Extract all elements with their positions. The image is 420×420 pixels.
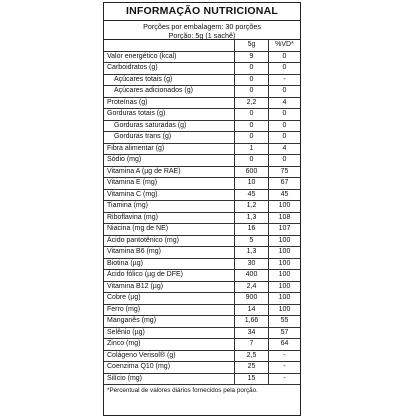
- nutrient-label: Selênio (µg): [104, 327, 235, 339]
- nutrient-label: Vitamina A (µg de RAE): [104, 166, 235, 178]
- nutrient-value: 7: [235, 339, 269, 351]
- nutrient-daily-value: 0: [269, 155, 301, 167]
- table-row: [104, 339, 300, 351]
- nutrient-daily-value: 100: [269, 270, 301, 282]
- header-vd: %VD*: [269, 40, 301, 51]
- nutrient-daily-value: 4: [269, 143, 301, 155]
- nutrition-facts-panel: [103, 2, 301, 416]
- nutrient-label: Sódio (mg): [104, 155, 235, 167]
- nutrient-label: Gorduras trans (g): [104, 132, 235, 144]
- nutrient-value: 1,66: [235, 316, 269, 328]
- nutrient-label: Açúcares totais (g): [104, 74, 235, 86]
- nutrient-value: 9: [235, 51, 269, 63]
- table-row: [104, 120, 300, 132]
- table-row: [104, 178, 300, 190]
- nutrient-value: 2,5: [235, 350, 269, 362]
- nutrient-label: Zinco (mg): [104, 339, 235, 351]
- nutrient-value: 1,2: [235, 201, 269, 213]
- nutrient-label: Ácido fólico (µg de DFE): [104, 270, 235, 282]
- nutrient-label: Biotina (µg): [104, 258, 235, 270]
- nutrient-daily-value: 0: [269, 109, 301, 121]
- nutrition-table: [104, 40, 300, 385]
- nutrient-value: 1: [235, 143, 269, 155]
- nutrient-daily-value: 0: [269, 51, 301, 63]
- nutrient-daily-value: 100: [269, 201, 301, 213]
- nutrient-daily-value: -: [269, 373, 301, 385]
- nutrient-value: 0: [235, 63, 269, 75]
- nutrient-value: 0: [235, 120, 269, 132]
- nutrient-value: 2,4: [235, 281, 269, 293]
- table-row: [104, 327, 300, 339]
- nutrient-daily-value: 108: [269, 212, 301, 224]
- nutrient-value: 2,2: [235, 97, 269, 109]
- nutrient-daily-value: -: [269, 74, 301, 86]
- table-body: [104, 51, 300, 385]
- table-row: [104, 258, 300, 270]
- table-row: [104, 224, 300, 236]
- nutrient-daily-value: 0: [269, 132, 301, 144]
- nutrient-label: Vitamina B6 (mg): [104, 247, 235, 259]
- nutrient-daily-value: 45: [269, 189, 301, 201]
- nutrient-label: Vitamina E (mg): [104, 178, 235, 190]
- nutrient-daily-value: 55: [269, 316, 301, 328]
- nutrient-value: 1,3: [235, 212, 269, 224]
- nutrient-label: Proteínas (g): [104, 97, 235, 109]
- nutrient-label: Ácido pantotênico (mg): [104, 235, 235, 247]
- nutrient-value: 400: [235, 270, 269, 282]
- nutrient-label: Manganês (mg): [104, 316, 235, 328]
- nutrient-value: 30: [235, 258, 269, 270]
- table-row: [104, 74, 300, 86]
- nutrient-label: Carboidratos (g): [104, 63, 235, 75]
- nutrient-value: 15: [235, 373, 269, 385]
- nutrient-value: 14: [235, 304, 269, 316]
- nutrient-label: Silício (mg): [104, 373, 235, 385]
- table-row: [104, 281, 300, 293]
- table-row: [104, 362, 300, 374]
- table-row: [104, 235, 300, 247]
- nutrient-label: Coenzima Q10 (mg): [104, 362, 235, 374]
- table-row: [104, 97, 300, 109]
- nutrient-daily-value: 100: [269, 235, 301, 247]
- nutrient-label: Gorduras saturadas (g): [104, 120, 235, 132]
- nutrient-daily-value: 100: [269, 304, 301, 316]
- nutrient-value: 45: [235, 189, 269, 201]
- table-row: [104, 51, 300, 63]
- nutrient-daily-value: 0: [269, 63, 301, 75]
- table-row: [104, 304, 300, 316]
- footnote: *Percentual de valores diários fornecidos pela porção.: [107, 387, 258, 394]
- servings-per-package: Porções por embalagem: 30 porções: [143, 22, 261, 31]
- table-row: [104, 212, 300, 224]
- nutrient-label: Tiamina (mg): [104, 201, 235, 213]
- table-row: [104, 86, 300, 98]
- nutrient-label: Riboflavina (mg): [104, 212, 235, 224]
- nutrient-daily-value: 67: [269, 178, 301, 190]
- table-row: [104, 132, 300, 144]
- nutrient-value: 600: [235, 166, 269, 178]
- nutrient-label: Cobre (µg): [104, 293, 235, 305]
- nutrient-value: 0: [235, 86, 269, 98]
- nutrient-label: Valor energético (kcal): [104, 51, 235, 63]
- nutrient-daily-value: 100: [269, 247, 301, 259]
- table-row: [104, 293, 300, 305]
- nutrient-value: 0: [235, 109, 269, 121]
- table-row: [104, 63, 300, 75]
- nutrient-daily-value: 57: [269, 327, 301, 339]
- nutrient-daily-value: 100: [269, 258, 301, 270]
- header-value: 5g: [235, 40, 269, 51]
- nutrient-daily-value: 107: [269, 224, 301, 236]
- nutrient-value: 5: [235, 235, 269, 247]
- table-row: [104, 143, 300, 155]
- nutrient-daily-value: 75: [269, 166, 301, 178]
- table-row: [104, 155, 300, 167]
- header-label: [104, 40, 235, 51]
- nutrient-value: 0: [235, 74, 269, 86]
- table-row: [104, 166, 300, 178]
- table-header-row: [104, 40, 300, 51]
- table-row: [104, 350, 300, 362]
- nutrient-label: Gorduras totais (g): [104, 109, 235, 121]
- nutrient-label: Vitamina B12 (µg): [104, 281, 235, 293]
- nutrient-daily-value: -: [269, 362, 301, 374]
- nutrient-value: 34: [235, 327, 269, 339]
- nutrient-daily-value: 100: [269, 293, 301, 305]
- nutrient-value: 25: [235, 362, 269, 374]
- table-row: [104, 373, 300, 385]
- table-row: [104, 316, 300, 328]
- nutrient-value: 0: [235, 132, 269, 144]
- nutrient-label: Fibra alimentar (g): [104, 143, 235, 155]
- serving-info: [104, 21, 300, 40]
- table-row: [104, 189, 300, 201]
- nutrient-daily-value: 4: [269, 97, 301, 109]
- nutrient-daily-value: 64: [269, 339, 301, 351]
- nutrient-label: Açúcares adicionados (g): [104, 86, 235, 98]
- nutrient-daily-value: 100: [269, 281, 301, 293]
- nutrient-label: Colágeno Verisol® (g): [104, 350, 235, 362]
- nutrient-label: Vitamina C (mg): [104, 189, 235, 201]
- nutrient-label: Ferro (mg): [104, 304, 235, 316]
- serving-size: Porção: 5g (1 sachê): [168, 31, 236, 40]
- nutrient-value: 1,3: [235, 247, 269, 259]
- nutrient-daily-value: 0: [269, 86, 301, 98]
- nutrient-value: 16: [235, 224, 269, 236]
- panel-title: INFORMAÇÃO NUTRICIONAL: [104, 3, 300, 21]
- nutrient-label: Niacina (mg de NE): [104, 224, 235, 236]
- table-row: [104, 201, 300, 213]
- nutrient-value: 10: [235, 178, 269, 190]
- table-row: [104, 109, 300, 121]
- nutrient-daily-value: 0: [269, 120, 301, 132]
- nutrient-value: 0: [235, 155, 269, 167]
- nutrient-value: 900: [235, 293, 269, 305]
- table-row: [104, 270, 300, 282]
- table-row: [104, 247, 300, 259]
- nutrient-daily-value: -: [269, 350, 301, 362]
